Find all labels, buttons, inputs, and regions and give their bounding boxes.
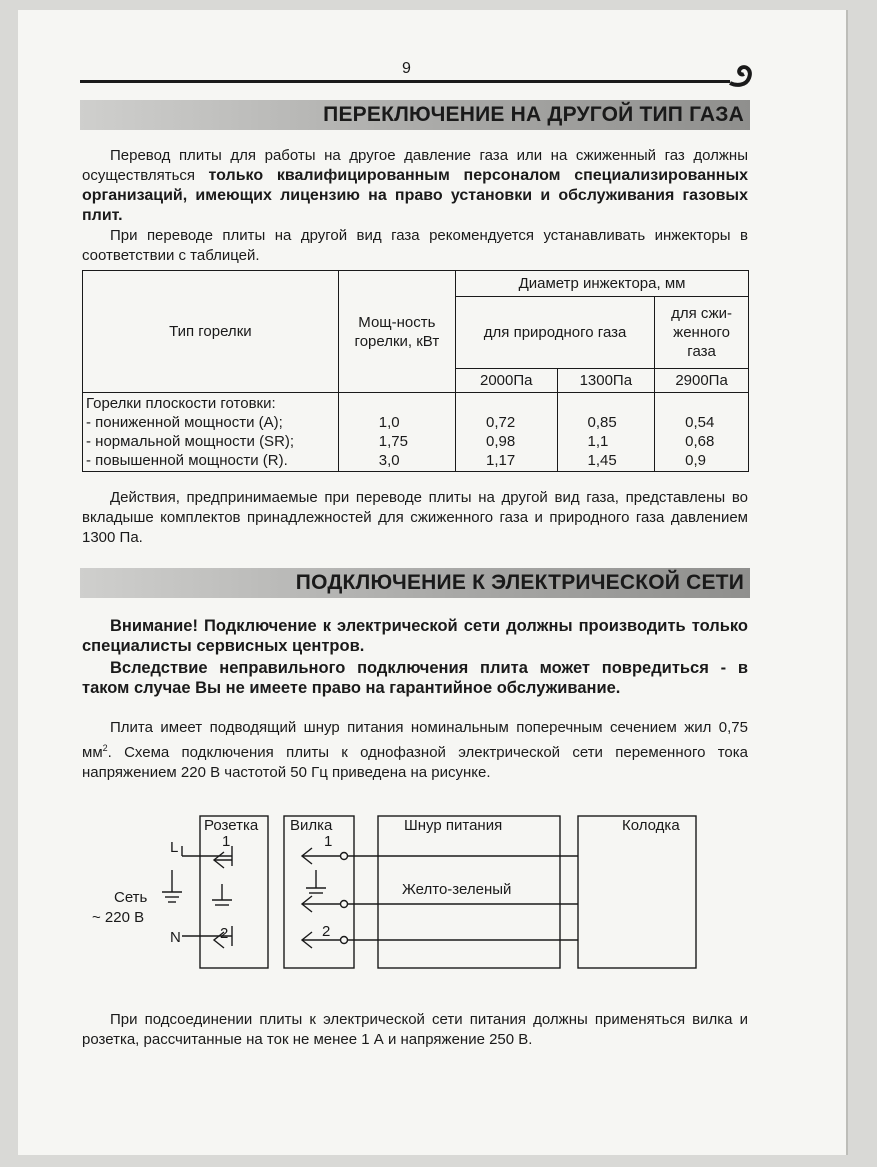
power-cell [338, 393, 455, 472]
label-plug-2: 2 [322, 923, 331, 940]
injector-value: 0,72 [486, 414, 516, 431]
cord-text-a: Плита имеет подводящий шнур питания номинальным поперечным сечением жил 0,75 мм [82, 719, 748, 761]
section-banner-gas [80, 100, 750, 130]
injector-value: 0,85 [587, 414, 617, 431]
section-title-electric: ПОДКЛЮЧЕНИЕ К ЭЛЕКТРИЧЕСКОЙ СЕТИ [295, 571, 744, 594]
burner-label: - повышенной мощности (R). [86, 452, 288, 469]
label-L: L [170, 839, 179, 856]
d1300-cell [557, 393, 655, 472]
injector-value: 1,17 [486, 452, 516, 469]
label-cord: Шнур питания [404, 817, 503, 834]
wiring-diagram [82, 808, 752, 978]
electric-warning-2 [82, 658, 748, 698]
power-value: 1,75 [378, 433, 408, 450]
label-socket-1: 1 [222, 833, 231, 850]
plug-box [284, 816, 354, 968]
pressure-1300: 1300Па [557, 369, 655, 393]
label-block: Колодка [622, 817, 680, 834]
col-header-diameter: Диаметр инжектора, мм [456, 271, 749, 297]
col-header-lpg: для сжи-женного газа [655, 297, 749, 369]
gas-intro-bold: только квалифицированным персоналом специализированных организаций, имеющих лицензию на право установки и обслуживания газовых плит. [82, 167, 749, 224]
electric-warning-1 [82, 616, 748, 656]
pressure-2000: 2000Па [456, 369, 558, 393]
d2000-cell [456, 393, 558, 472]
burner-label: Горелки плоскости готовки: [86, 395, 276, 412]
injector-value: 0,68 [685, 433, 715, 450]
socket-box [200, 816, 268, 968]
page-number: 9 [402, 60, 411, 77]
label-socket-2: 2 [220, 925, 229, 942]
label-plug-1: 1 [324, 833, 333, 850]
burner-label: - нормальной мощности (SR); [86, 433, 295, 450]
label-socket: Розетка [204, 817, 259, 834]
gas-intro [82, 146, 748, 226]
gas-actions-note [82, 488, 748, 548]
power-value: 1,0 [378, 414, 400, 431]
label-plug: Вилка [290, 817, 333, 834]
injector-table [82, 270, 749, 472]
cord-text-b: . Схема подключения плиты к однофазной электрической сети переменного тока напряжением 220 В частотой 50 Гц приведена на рисунке. [82, 744, 748, 781]
injector-value: 1,45 [587, 452, 617, 469]
label-N: N [170, 929, 181, 946]
burner-labels-cell [83, 393, 339, 472]
gas-recommend-text: При переводе плиты на другой вид газа рекомендуется устанавливать инжекторы в соответствии с таблицей. [82, 227, 748, 264]
section-banner-electric [80, 568, 750, 598]
col-header-power: Мощ-ность горелки, кВт [338, 271, 455, 393]
injector-value: 0,98 [486, 433, 516, 450]
gas-actions-note-text: Действия, предпринимаемые при переводе плиты на другой вид газа, представлены во вкладыше комплектов принадлежностей для сжиженного газа и природного газа давлением 1300 Па. [82, 489, 748, 546]
burner-label: - пониженной мощности (А); [86, 414, 283, 431]
col-header-natural: для природного газа [456, 297, 655, 369]
d2900-cell [655, 393, 749, 472]
section-title-gas: ПЕРЕКЛЮЧЕНИЕ НА ДРУГОЙ ТИП ГАЗА [323, 103, 744, 126]
power-value: 3,0 [378, 452, 400, 469]
label-voltage: ~ 220 В [92, 909, 145, 926]
electric-warning-1-text: Внимание! Подключение к электрической сети должны производить только специалисты сервисных центров. [82, 617, 748, 655]
cord-superscript: 2 [102, 743, 108, 753]
cord-description [82, 718, 748, 783]
electric-warning-2-text: Вследствие неправильного подключения плита может повредиться - в таком случае Вы не имеете право на гарантийное обслуживание. [82, 659, 748, 697]
injector-value: 0,9 [685, 452, 706, 469]
header-hook-ornament [728, 62, 754, 92]
label-yellow-green: Желто-зеленый [402, 881, 512, 898]
final-note-text: При подсоединении плиты к электрической сети питания должны применяться вилка и розетка, рассчитанные на ток не менее 1 А и напряжение 250 В. [82, 1011, 748, 1048]
col-header-type: Тип горелки [83, 271, 339, 393]
label-network: Сеть [114, 889, 148, 906]
block-box [578, 816, 696, 968]
gas-intro-plain: Перевод плиты для работы на другое давление газа или на сжиженный газ должны осуществляться [82, 147, 748, 184]
injector-value: 0,54 [685, 414, 715, 431]
header-rule [80, 80, 730, 83]
final-note [82, 1010, 748, 1050]
gas-recommend [82, 226, 748, 266]
pressure-2900: 2900Па [655, 369, 749, 393]
injector-value: 1,1 [587, 433, 609, 450]
